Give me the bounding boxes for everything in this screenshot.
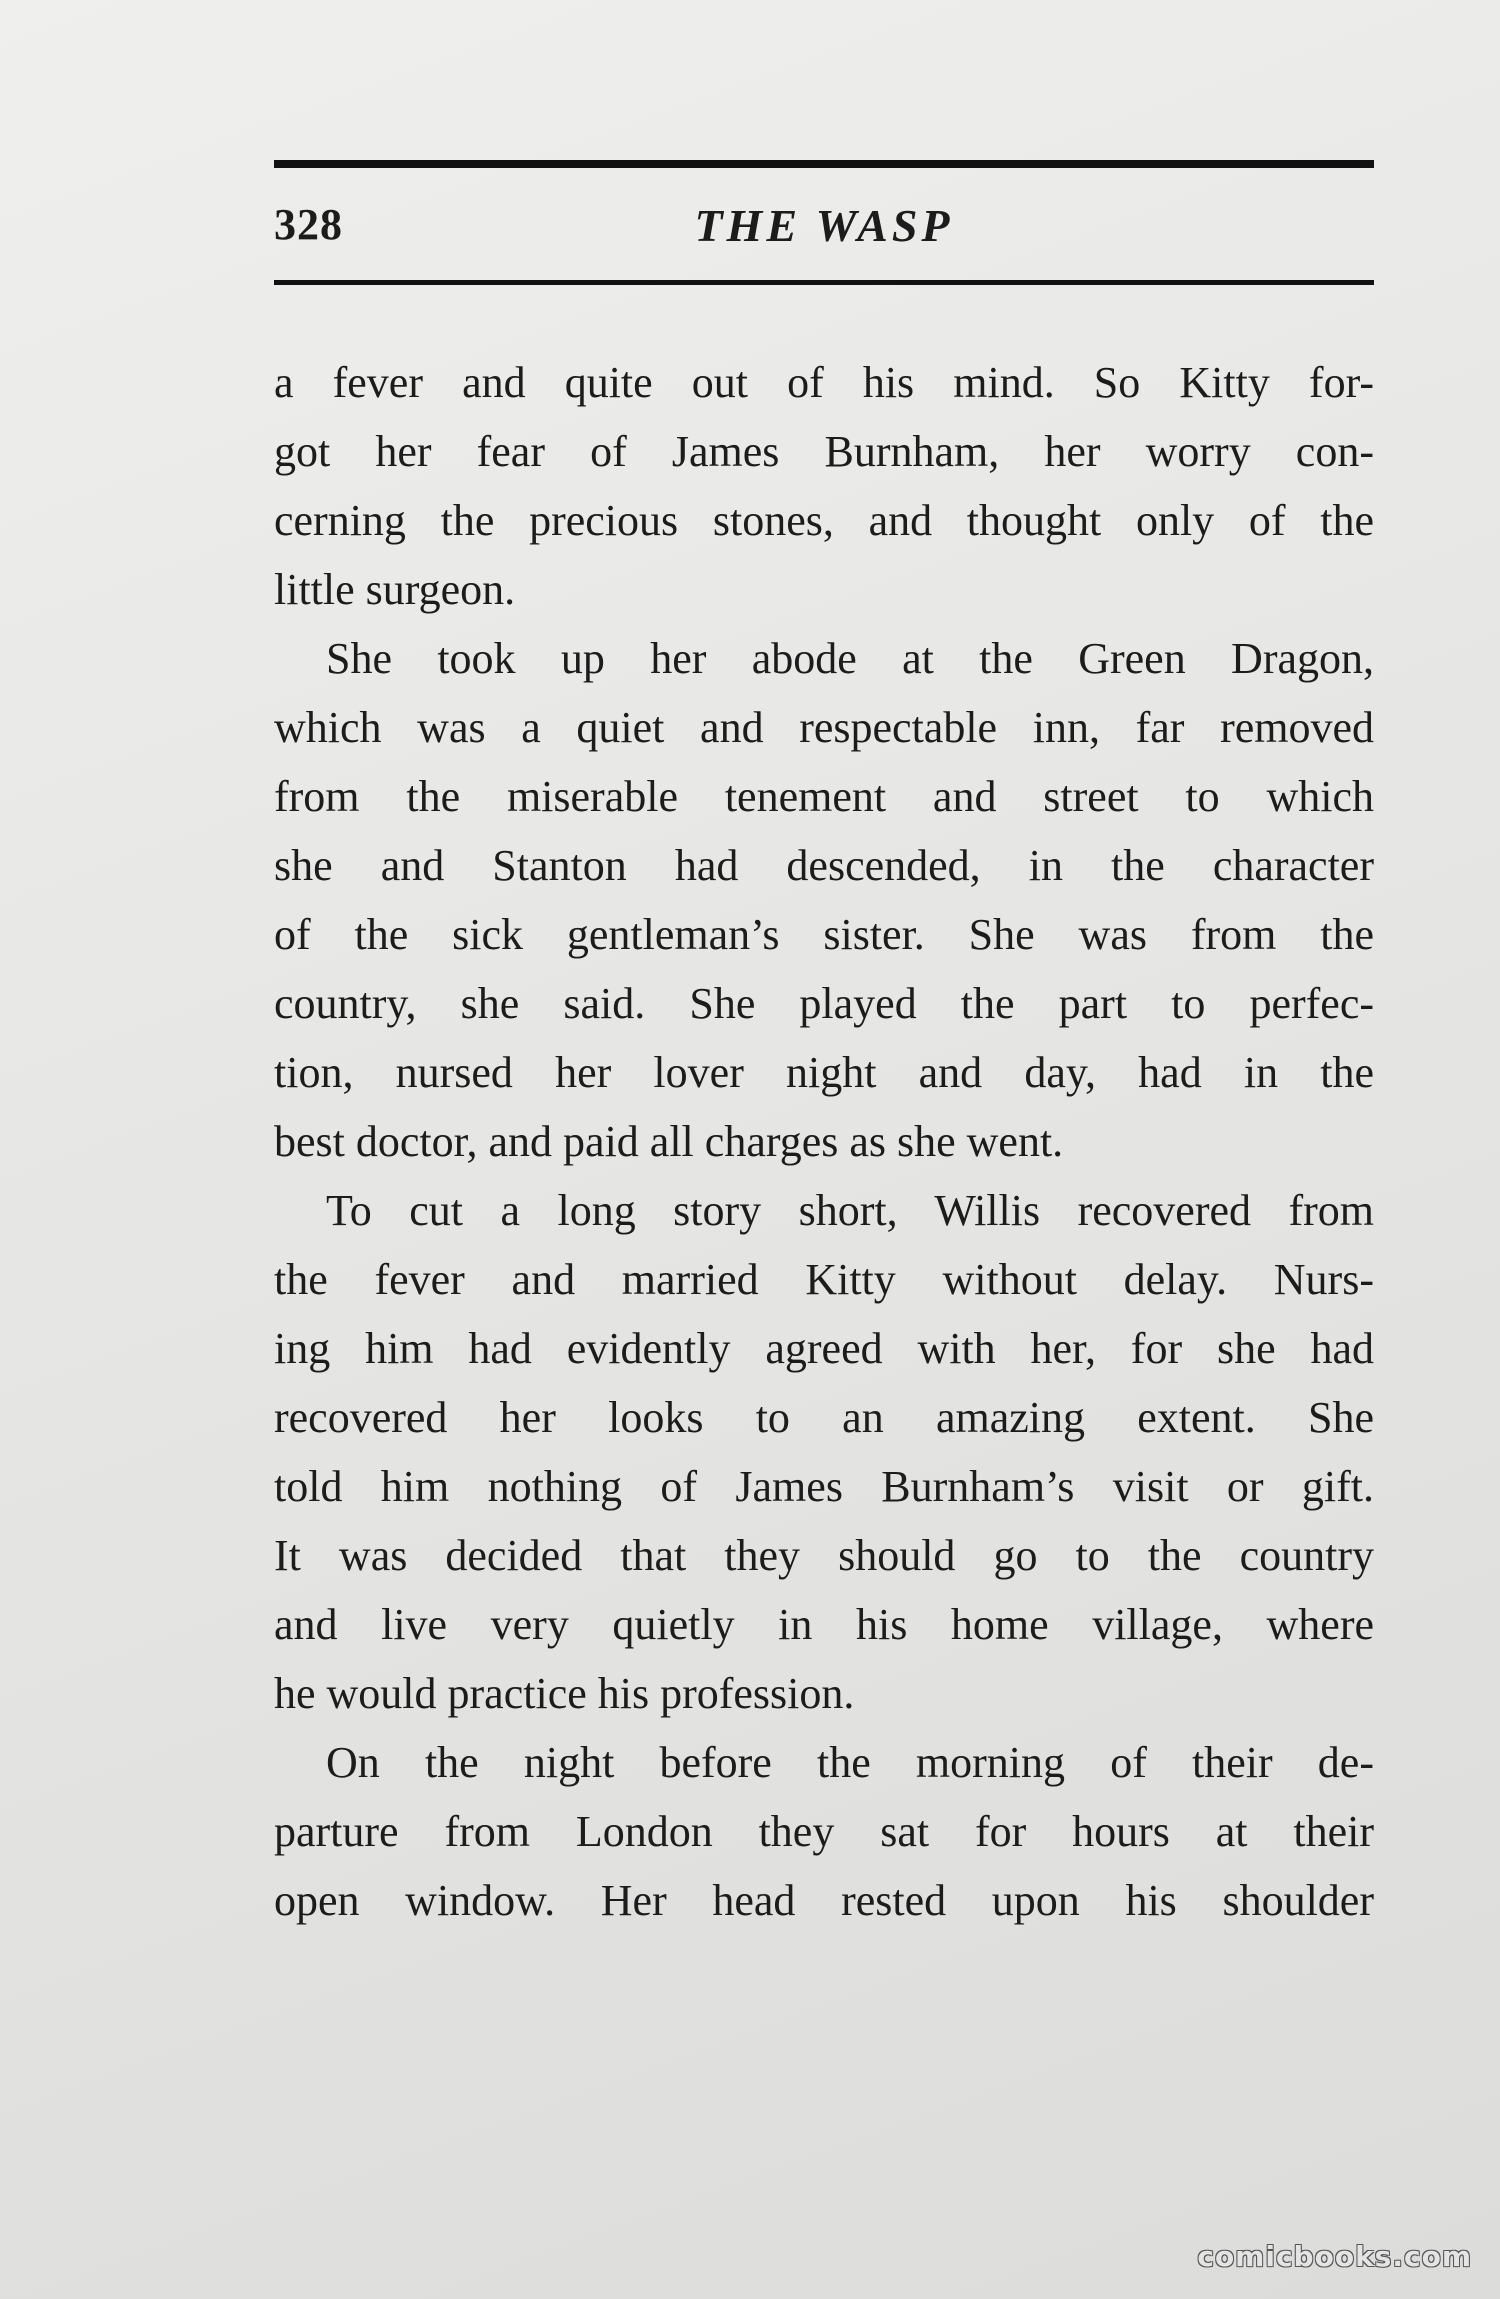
text-line: To cut a long story short, Willis recovered from [326, 1186, 1374, 1235]
page-header [274, 195, 1374, 265]
header-rule-top [274, 160, 1374, 168]
text-line: cerning the precious stones, and thought only of the [274, 496, 1374, 545]
page-number: 328 [274, 200, 343, 249]
text-line: she and Stanton had descended, in the character [274, 841, 1374, 890]
text-line: open window. Her head rested upon his shoulder [274, 1876, 1374, 1925]
text-line: parture from London they sat for hours at their [274, 1807, 1374, 1856]
text-line: ing him had evidently agreed with her, for she had [274, 1324, 1374, 1373]
text-line: little surgeon. [274, 565, 516, 614]
text-line: recovered her looks to an amazing extent. She [274, 1393, 1374, 1442]
text-line: which was a quiet and respectable inn, far removed [274, 703, 1374, 752]
header-rule-bottom [274, 280, 1374, 285]
text-line: from the miserable tenement and street to which [274, 772, 1374, 821]
text-line: She took up her abode at the Green Dragon, [326, 634, 1374, 683]
body-text [274, 348, 1374, 1935]
watermark: comicbooks.com [1197, 2240, 1472, 2273]
text-line: and live very quietly in his home village, where [274, 1600, 1374, 1649]
text-line: country, she said. She played the part to perfec- [274, 979, 1374, 1028]
text-line: the fever and married Kitty without delay. Nurs- [274, 1255, 1374, 1304]
running-title: THE WASP [694, 200, 954, 251]
text-line: tion, nursed her lover night and day, had in the [274, 1048, 1374, 1097]
text-line: told him nothing of James Burnham’s visit or gift. [274, 1462, 1374, 1511]
text-line: he would practice his profession. [274, 1669, 855, 1718]
text-line: best doctor, and paid all charges as she went. [274, 1117, 1064, 1166]
text-line: of the sick gentleman’s sister. She was from the [274, 910, 1374, 959]
text-line: got her fear of James Burnham, her worry con- [274, 427, 1374, 476]
text-line: On the night before the morning of their de- [326, 1738, 1374, 1787]
text-line: a fever and quite out of his mind. So Kitty for- [274, 358, 1374, 407]
text-line: It was decided that they should go to the country [274, 1531, 1374, 1580]
